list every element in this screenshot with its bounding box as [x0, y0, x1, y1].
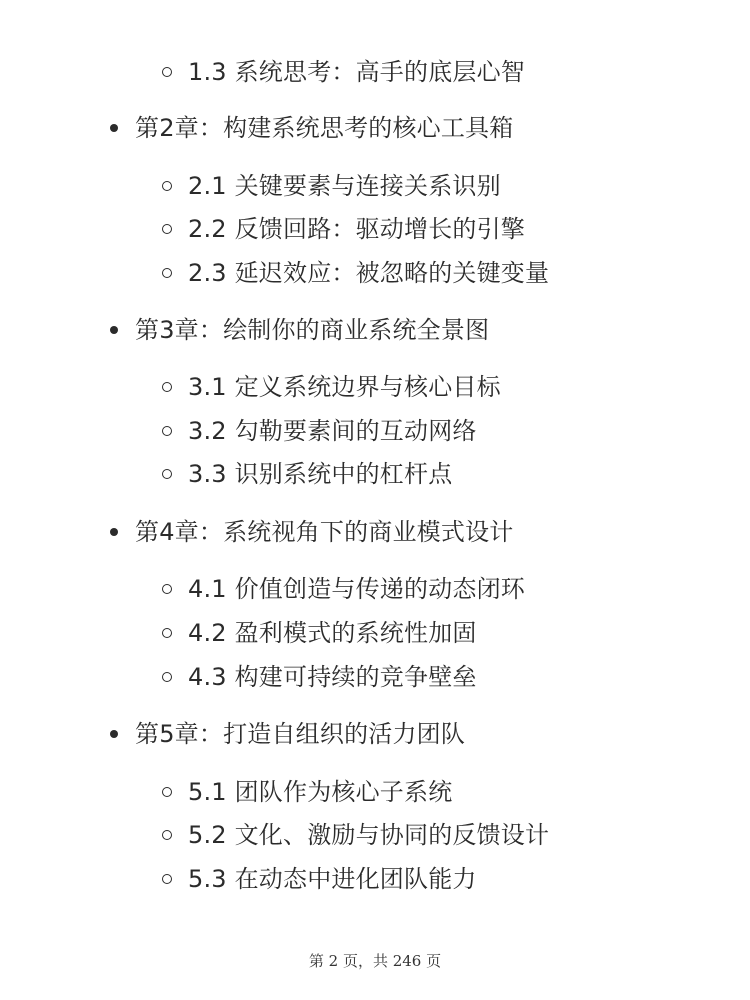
toc-section-item	[162, 253, 549, 293]
toc-section-item	[162, 454, 452, 494]
hollow-bullet-icon	[162, 382, 172, 392]
toc-chapter-item	[110, 310, 489, 350]
toc-section-item	[162, 569, 525, 609]
toc-section-title: 5.1 团队作为核心子系统	[188, 778, 453, 806]
toc-section-item	[162, 52, 525, 92]
toc-section-title: 3.1 定义系统边界与核心目标	[188, 373, 501, 401]
hollow-bullet-icon	[162, 181, 172, 191]
hollow-bullet-icon	[162, 874, 172, 884]
toc-section-item	[162, 772, 452, 812]
toc-chapter-item	[110, 108, 513, 148]
toc-section-item	[162, 657, 477, 697]
hollow-bullet-icon	[162, 426, 172, 436]
toc-chapter-item	[110, 714, 465, 754]
toc-section-item	[162, 367, 501, 407]
toc-section-title: 3.3 识别系统中的杠杆点	[188, 460, 453, 488]
hollow-bullet-icon	[162, 672, 172, 682]
toc-chapter-title: 第4章：系统视角下的商业模式设计	[135, 518, 514, 546]
toc-section-title: 4.1 价值创造与传递的动态闭环	[188, 575, 525, 603]
disc-bullet-icon	[110, 730, 118, 738]
toc-section-title: 4.3 构建可持续的竞争壁垒	[188, 663, 477, 691]
toc-chapter-title: 第2章：构建系统思考的核心工具箱	[135, 114, 514, 142]
toc-chapter-title: 第3章：绘制你的商业系统全景图	[135, 316, 490, 344]
toc-chapter-title: 第5章：打造自组织的活力团队	[135, 720, 466, 748]
toc-section-title: 4.2 盈利模式的系统性加固	[188, 619, 477, 647]
disc-bullet-icon	[110, 124, 118, 132]
toc-section-item	[162, 613, 477, 653]
hollow-bullet-icon	[162, 628, 172, 638]
toc-section-title: 5.2 文化、激励与协同的反馈设计	[188, 821, 550, 849]
hollow-bullet-icon	[162, 224, 172, 234]
toc-section-title: 2.2 反馈回路：驱动增长的引擎	[188, 215, 525, 243]
toc-section-title: 2.3 延迟效应：被忽略的关键变量	[188, 259, 550, 287]
toc-section-title: 5.3 在动态中进化团队能力	[188, 865, 477, 893]
toc-chapter-item	[110, 512, 513, 552]
page-number-footer: 第 2 页，共 246 页	[308, 952, 442, 970]
hollow-bullet-icon	[162, 469, 172, 479]
toc-section-title: 1.3 系统思考：高手的底层心智	[188, 58, 525, 86]
toc-section-item	[162, 815, 549, 855]
disc-bullet-icon	[110, 528, 118, 536]
toc-section-title: 2.1 关键要素与连接关系识别	[188, 172, 501, 200]
toc-section-item	[162, 859, 477, 899]
hollow-bullet-icon	[162, 67, 172, 77]
disc-bullet-icon	[110, 326, 118, 334]
toc-section-item	[162, 166, 501, 206]
hollow-bullet-icon	[162, 268, 172, 278]
toc-section-title: 3.2 勾勒要素间的互动网络	[188, 417, 477, 445]
hollow-bullet-icon	[162, 584, 172, 594]
toc-section-item	[162, 411, 477, 451]
hollow-bullet-icon	[162, 787, 172, 797]
hollow-bullet-icon	[162, 830, 172, 840]
toc-section-item	[162, 209, 525, 249]
